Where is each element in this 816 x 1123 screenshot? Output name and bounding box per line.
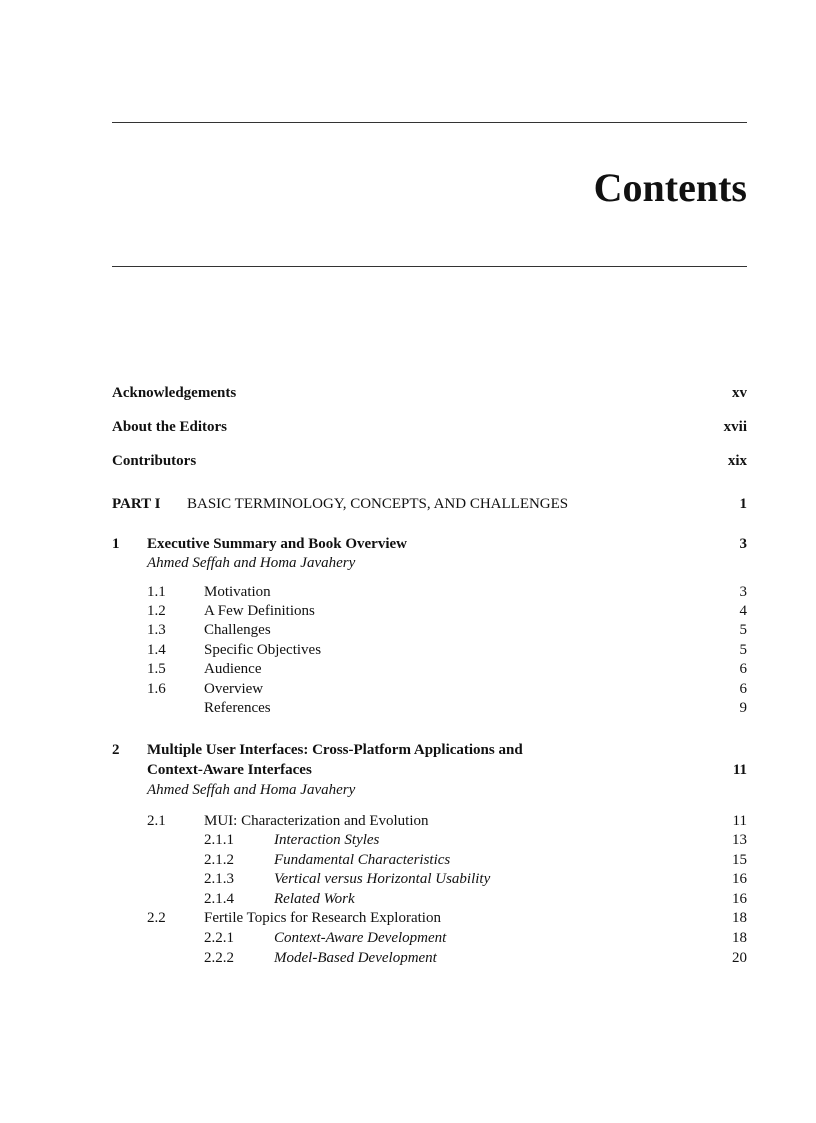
toc-entry-page: xv <box>732 385 747 401</box>
chapter-title-line1: Multiple User Interfaces: Cross-Platform Applications and <box>147 742 523 758</box>
section-number: 1.6 <box>147 681 166 697</box>
section-page: 4 <box>739 603 747 619</box>
section-title: Motivation <box>204 584 271 600</box>
chapter-1-authors <box>112 553 747 573</box>
toc-subsection-2-1-3[interactable] <box>112 869 747 889</box>
toc-subsection-2-2-1[interactable] <box>112 928 747 948</box>
section-title: Fertile Topics for Research Exploration <box>204 910 441 926</box>
toc-section-references[interactable] <box>112 698 747 718</box>
section-page: 18 <box>732 910 747 926</box>
subsection-title: Interaction Styles <box>274 832 380 848</box>
toc-entry-label: About the Editors <box>112 419 228 435</box>
chapter-page: 11 <box>732 762 747 778</box>
chapter-number: 2 <box>112 742 120 758</box>
section-title: Audience <box>204 661 262 677</box>
chapter-title-line2: Context-Aware Interfaces <box>147 762 312 778</box>
toc-section-1-4[interactable] <box>112 640 747 660</box>
toc-subsection-2-1-4[interactable] <box>112 889 747 909</box>
toc-subsection-2-1-1[interactable] <box>112 830 747 850</box>
toc-section-1-1[interactable] <box>112 582 747 602</box>
chapter-number: 1 <box>112 536 120 552</box>
chapter-page: 3 <box>739 536 747 552</box>
subsection-number: 2.1.4 <box>204 891 234 907</box>
toc-subsection-2-1-2[interactable] <box>112 850 747 870</box>
subsection-page: 16 <box>732 871 747 887</box>
section-page: 6 <box>739 681 747 697</box>
toc-entry-label: Contributors <box>112 453 197 469</box>
section-title: References <box>204 700 271 716</box>
toc-section-2-1[interactable] <box>112 811 747 831</box>
section-page: 6 <box>739 661 747 677</box>
toc-chapter-2-line2[interactable] <box>112 760 747 780</box>
section-title: Overview <box>204 681 264 697</box>
subsection-title: Fundamental Characteristics <box>274 852 451 868</box>
section-title: Challenges <box>204 622 271 638</box>
section-page: 9 <box>739 700 747 716</box>
section-number: 1.4 <box>147 642 166 658</box>
toc-section-1-3[interactable] <box>112 620 747 640</box>
section-page: 5 <box>739 642 747 658</box>
title-bottom-rule <box>112 266 747 267</box>
toc-section-1-6[interactable] <box>112 679 747 699</box>
subsection-number: 2.1.3 <box>204 871 234 887</box>
subsection-page: 18 <box>732 930 747 946</box>
section-page: 11 <box>732 813 747 829</box>
toc-chapter-2-line1[interactable] <box>112 740 747 760</box>
section-number: 1.2 <box>147 603 166 619</box>
section-title: Specific Objectives <box>204 642 322 658</box>
chapter-authors: Ahmed Seffah and Homa Javahery <box>147 555 356 571</box>
part-page: 1 <box>739 496 747 512</box>
section-number: 2.2 <box>147 910 166 926</box>
chapter-2-authors <box>112 780 747 800</box>
chapter-authors: Ahmed Seffah and Homa Javahery <box>147 782 356 798</box>
toc-part-1[interactable] <box>112 494 747 514</box>
subsection-page: 20 <box>732 950 747 966</box>
section-number: 2.1 <box>147 813 166 829</box>
subsection-page: 15 <box>732 852 747 868</box>
subsection-title: Related Work <box>274 891 355 907</box>
subsection-page: 16 <box>732 891 747 907</box>
chapter-title: Executive Summary and Book Overview <box>147 536 407 552</box>
section-title: A Few Definitions <box>204 603 315 619</box>
part-title: BASIC TERMINOLOGY, CONCEPTS, AND CHALLENGES <box>187 496 569 512</box>
toc-entry-contributors[interactable] <box>112 451 747 471</box>
subsection-title: Vertical versus Horizontal Usability <box>274 871 491 887</box>
toc-entry-page: xvii <box>723 419 747 435</box>
subsection-title: Context-Aware Development <box>274 930 447 946</box>
section-number: 1.3 <box>147 622 166 638</box>
subsection-page: 13 <box>732 832 747 848</box>
toc-subsection-2-2-2[interactable] <box>112 948 747 968</box>
toc-section-1-5[interactable] <box>112 659 747 679</box>
section-page: 3 <box>739 584 747 600</box>
subsection-number: 2.2.2 <box>204 950 234 966</box>
page-title: Contents <box>593 165 747 210</box>
subsection-title: Model-Based Development <box>274 950 437 966</box>
toc-entry-about-the-editors[interactable] <box>112 417 747 437</box>
section-number: 1.1 <box>147 584 166 600</box>
toc-entry-page: xix <box>727 453 747 469</box>
part-label: PART I <box>112 496 161 512</box>
top-rule <box>112 122 747 123</box>
section-number: 1.5 <box>147 661 166 677</box>
toc-chapter-1[interactable] <box>112 534 747 554</box>
subsection-number: 2.1.1 <box>204 832 234 848</box>
section-page: 5 <box>739 622 747 638</box>
subsection-number: 2.2.1 <box>204 930 234 946</box>
toc-section-2-2[interactable] <box>112 908 747 928</box>
subsection-number: 2.1.2 <box>204 852 234 868</box>
section-title: MUI: Characterization and Evolution <box>204 813 429 829</box>
toc-section-1-2[interactable] <box>112 601 747 621</box>
toc-entry-label: Acknowledgements <box>112 385 237 401</box>
toc-entry-acknowledgements[interactable] <box>112 383 747 403</box>
